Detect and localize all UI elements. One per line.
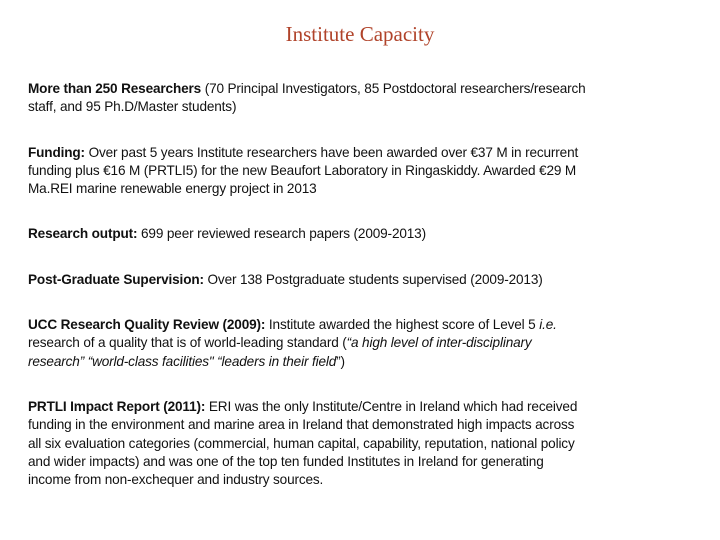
paragraph: [28, 80, 698, 117]
text-segment: Over 138 Postgraduate students supervised (2009-2013): [203, 271, 543, 287]
text-segment: ”): [336, 353, 345, 369]
text-segment: ERI was the only Institute/Centre in Ireland which had received: [205, 398, 578, 414]
text-line: [28, 398, 698, 416]
text-segment: research” “world-class facilities" “leaders in their field: [28, 353, 337, 369]
bold-heading: Post-Graduate Supervision:: [28, 271, 204, 287]
text-segment: funding in the environment and marine area in Ireland that demonstrated high impacts across: [28, 417, 575, 433]
text-segment: Ma.REI marine renewable energy project in 2013: [28, 181, 317, 197]
text-line: [28, 416, 698, 434]
text-segment: Over past 5 years Institute researchers have been awarded over €37 M in recurrent: [84, 144, 579, 160]
text-segment: income from non-exchequer and industry sources.: [28, 472, 324, 488]
paragraph: [28, 316, 698, 371]
paragraph: [28, 398, 698, 489]
text-line: [28, 80, 698, 98]
text-segment: Institute awarded the highest score of Level 5: [265, 317, 540, 333]
bold-heading: UCC Research Quality Review (2009):: [28, 317, 266, 333]
text-line: [28, 316, 698, 334]
text-segment: “a high level of inter-disciplinary: [346, 335, 532, 351]
text-segment: all six evaluation categories (commercial, human capital, capability, reputation, national policy: [28, 435, 575, 451]
bold-heading: Funding:: [28, 144, 85, 160]
paragraph: [28, 144, 698, 199]
text-line: [28, 162, 698, 180]
bold-heading: More than 250 Researchers: [28, 81, 202, 96]
text-line: [28, 471, 698, 489]
text-line: [28, 180, 698, 198]
bold-heading: Research output:: [28, 226, 138, 242]
text-segment: and wider impacts) and was one of the top ten funded Institutes in Ireland for generating: [28, 453, 544, 469]
text-line: [28, 144, 698, 162]
paragraph: [28, 271, 698, 289]
text-line: [28, 334, 698, 352]
text-line: [28, 271, 698, 289]
bold-heading: PRTLI Impact Report (2011):: [28, 398, 206, 414]
text-segment: staff, and 95 Ph.D/Master students): [28, 99, 237, 115]
text-segment: funding plus €16 M (PRTLI5) for the new Beaufort Laboratory in Ringaskiddy. Awarded €29 M: [28, 162, 577, 178]
text-line: [28, 353, 698, 371]
text-line: [28, 435, 698, 453]
text-line: [28, 453, 698, 471]
slide-body: [28, 80, 698, 516]
slide-title: Institute Capacity: [285, 22, 435, 46]
text-segment: (70 Principal Investigators, 85 Postdoctoral researchers/research: [201, 81, 586, 96]
text-line: [28, 225, 698, 243]
paragraph: [28, 225, 698, 243]
text-segment: research of a quality that is of world-leading standard (: [28, 335, 347, 351]
text-segment: 699 peer reviewed research papers (2009-2013): [137, 226, 426, 242]
text-line: [28, 98, 698, 116]
text-segment: i.e.: [539, 317, 557, 333]
